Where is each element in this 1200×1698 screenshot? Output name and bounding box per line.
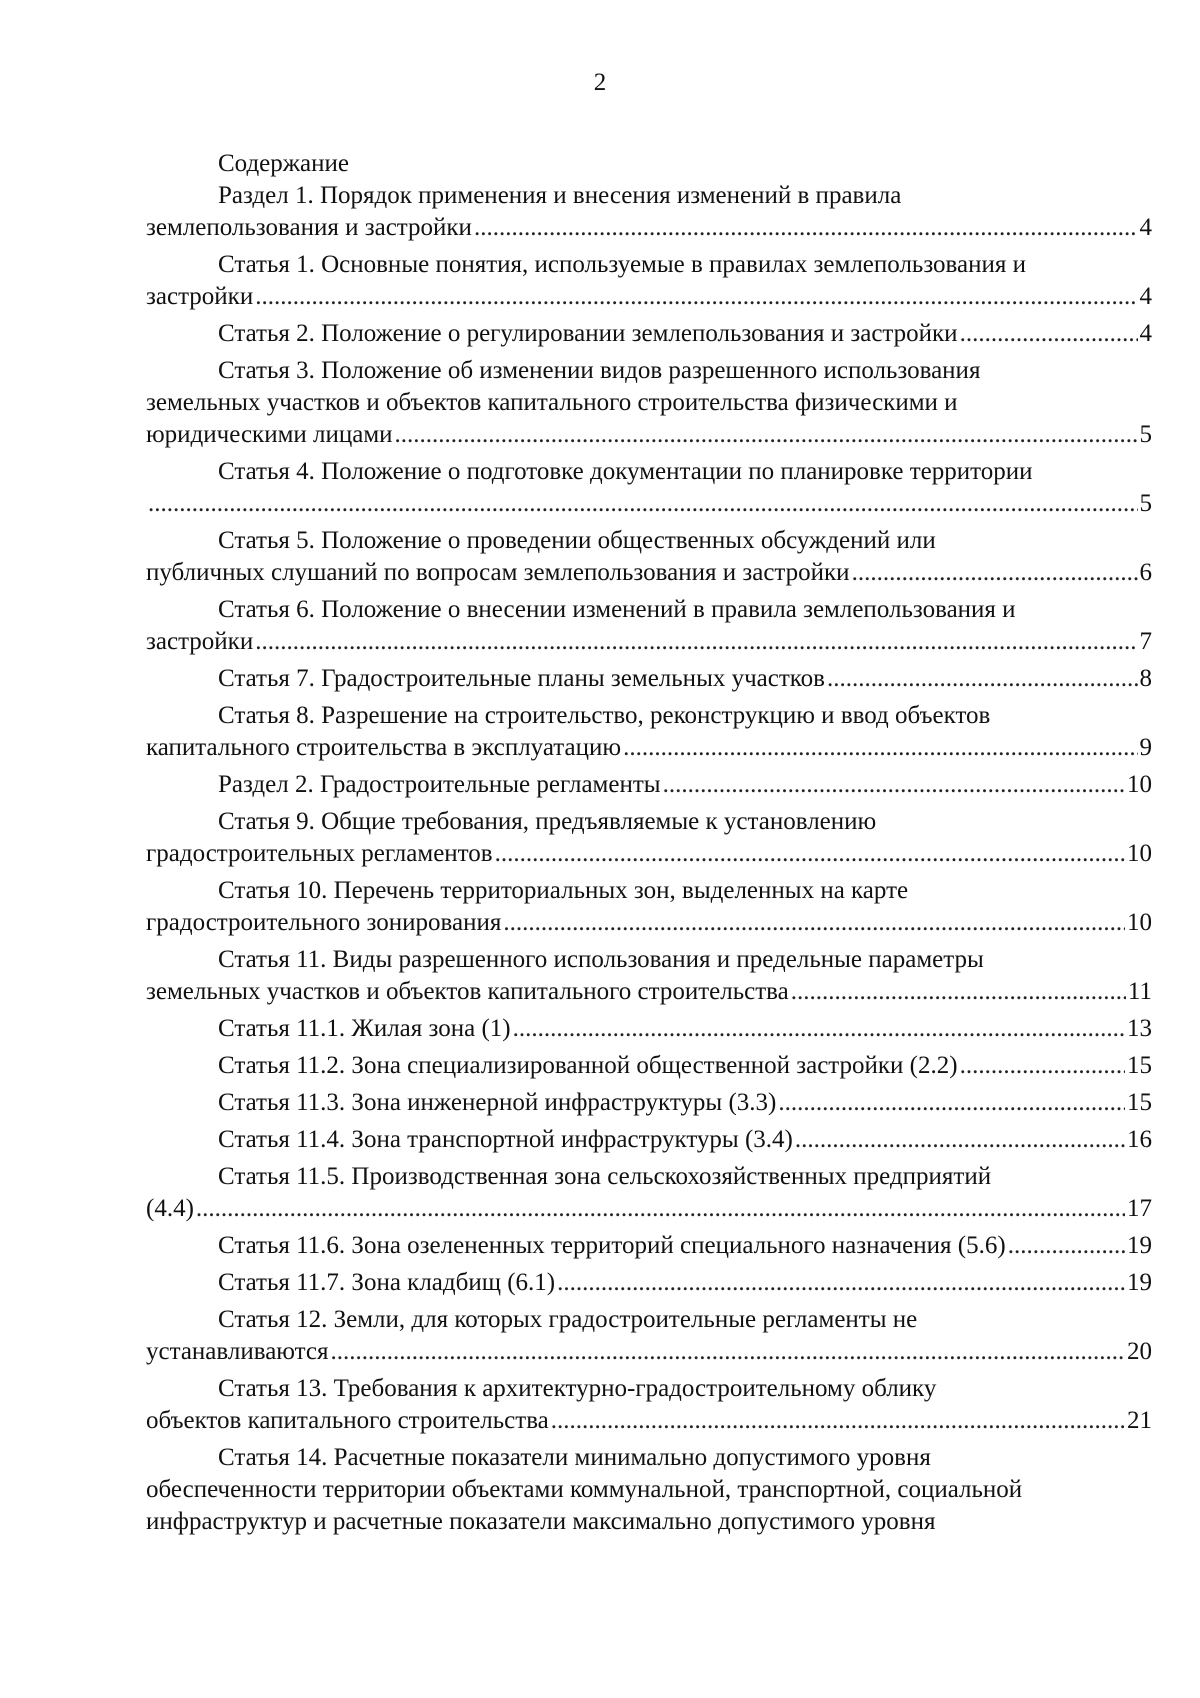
- toc-entry-text: застройки: [146, 628, 254, 655]
- toc-page-number: 10: [1127, 909, 1152, 936]
- toc-entry-text: Статья 5. Положение о проведении общественных обсуждений или: [218, 527, 936, 554]
- toc-entry-text: Статья 2. Положение о регулировании землепользования и застройки: [218, 320, 958, 347]
- toc-entry-text: Статья 9. Общие требования, предъявляемые к установлению: [218, 808, 877, 835]
- toc-entry-line: [146, 1193, 1152, 1225]
- toc-entry-text: Раздел 1. Порядок применения и внесения изменений в правила: [218, 182, 902, 209]
- toc-entry-line: [146, 806, 1152, 838]
- page-number: 2: [593, 69, 607, 96]
- toc-entry-line: [146, 212, 1152, 244]
- toc-entry-line: [146, 456, 1152, 488]
- toc-entry[interactable]: [146, 318, 1152, 350]
- toc-entry-line: [146, 1474, 1152, 1506]
- toc-entry-line: [146, 875, 1152, 907]
- toc-entry-text: юридическими лицами: [146, 421, 393, 448]
- toc-leader-dots: [852, 557, 1138, 589]
- toc-leader-dots: [960, 318, 1138, 350]
- toc-entry[interactable]: [146, 663, 1152, 695]
- toc-entry-line: [146, 488, 1152, 520]
- toc-leader-dots: [791, 976, 1126, 1008]
- toc-page-number: 15: [1127, 1089, 1152, 1116]
- toc-leader-dots: [474, 212, 1138, 244]
- toc-leader-dots: [395, 419, 1138, 451]
- toc-entry[interactable]: [146, 1304, 1152, 1368]
- toc-leader-dots: [1008, 1230, 1125, 1262]
- toc-entry-text: Статья 11.6. Зона озелененных территорий специального назначения (5.6): [218, 1232, 1006, 1259]
- toc-entry-text: публичных слушаний по вопросам землепользования и застройки: [146, 559, 850, 586]
- toc-entry-text: Статья 13. Требования к архитектурно-градостроительному облику: [218, 1375, 937, 1402]
- toc-entry-text: застройки: [146, 283, 254, 310]
- toc-page-number: 9: [1139, 734, 1152, 761]
- toc-leader-dots: [827, 663, 1138, 695]
- toc-page-number: 21: [1127, 1407, 1152, 1434]
- toc-entry-text: Статья 6. Положение о внесении изменений в правила землепользования и: [218, 596, 1016, 623]
- toc-entry[interactable]: [146, 594, 1152, 658]
- toc-leader-dots: [663, 769, 1125, 801]
- toc-entry-line: [146, 1405, 1152, 1437]
- toc-entry-line: [146, 1161, 1152, 1193]
- toc-entry-line: [146, 626, 1152, 658]
- toc-entry-text: Статья 11.2. Зона специализированной общественной застройки (2.2): [218, 1052, 958, 1079]
- toc-entry-line: [146, 557, 1152, 589]
- toc-entry[interactable]: [146, 525, 1152, 589]
- toc-entry-line: [146, 281, 1152, 313]
- toc-entry-line: [146, 907, 1152, 939]
- toc-entry[interactable]: [146, 944, 1152, 1008]
- toc-entry-text: инфраструктур и расчетные показатели максимально допустимого уровня: [146, 1508, 936, 1535]
- toc-entry[interactable]: [146, 1087, 1152, 1119]
- toc-entry-line: [146, 355, 1152, 387]
- toc-entries: [146, 180, 1152, 1538]
- toc-entry-text: градостроительного зонирования: [146, 909, 502, 936]
- toc-entry[interactable]: [146, 1230, 1152, 1262]
- toc-entry-text: Статья 7. Градостроительные планы земельных участков: [218, 665, 825, 692]
- toc-leader-dots: [795, 1124, 1125, 1156]
- toc-entry-line: [146, 180, 1152, 212]
- toc-entry-text: (4.4): [146, 1195, 194, 1222]
- toc-entry[interactable]: [146, 806, 1152, 870]
- toc-entry[interactable]: [146, 1013, 1152, 1045]
- toc-entry-text: градостроительных регламентов: [146, 840, 493, 867]
- toc-page-number: 16: [1127, 1126, 1152, 1153]
- toc-page-number: 6: [1139, 559, 1152, 586]
- toc-entry-text: Статья 1. Основные понятия, используемые в правилах землепользования и: [218, 251, 1027, 278]
- toc-entry-line: [146, 944, 1152, 976]
- toc-entry[interactable]: [146, 700, 1152, 764]
- toc-entry-text: устанавливаются: [146, 1338, 329, 1365]
- toc-entry-text: капитального строительства в эксплуатацию: [146, 734, 622, 761]
- toc-entry[interactable]: [146, 355, 1152, 451]
- toc-entry-line: [146, 1442, 1152, 1474]
- toc-entry-line: [146, 976, 1152, 1008]
- toc-entry-text: Статья 11.4. Зона транспортной инфраструктуры (3.4): [218, 1126, 793, 1153]
- toc-page-number: 8: [1139, 665, 1152, 692]
- toc-leader-dots: [551, 1405, 1125, 1437]
- toc-entry[interactable]: [146, 1124, 1152, 1156]
- toc-leader-dots: [495, 838, 1125, 870]
- toc-entry-line: [146, 249, 1152, 281]
- toc-entry-line: [146, 663, 1152, 695]
- toc-entry-line: [146, 732, 1152, 764]
- toc-entry-text: земельных участков и объектов капитального строительства физическими и: [146, 389, 958, 416]
- toc-entry[interactable]: [146, 456, 1152, 520]
- toc-entry-text: обеспеченности территории объектами коммунальной, транспортной, социальной: [146, 1476, 1023, 1503]
- toc-entry-text: земельных участков и объектов капитального строительства: [146, 978, 789, 1005]
- toc-entry-text: Статья 14. Расчетные показатели минимально допустимого уровня: [218, 1444, 931, 1471]
- toc-entry-line: [146, 387, 1152, 419]
- toc-leader-dots: [196, 1193, 1125, 1225]
- toc-entry-text: Статья 11.1. Жилая зона (1): [218, 1015, 511, 1042]
- toc-entry-line: [146, 1230, 1152, 1262]
- toc-entry[interactable]: [146, 1267, 1152, 1299]
- toc-page-number: 15: [1127, 1052, 1152, 1079]
- toc-entry[interactable]: [146, 1442, 1152, 1538]
- toc-entry-line: [146, 1373, 1152, 1405]
- toc-entry-line: [146, 1506, 1152, 1538]
- toc-page-number: 4: [1139, 283, 1152, 310]
- toc-entry-line: [146, 1267, 1152, 1299]
- toc-page-number: 19: [1127, 1232, 1152, 1259]
- toc-entry-line: [146, 419, 1152, 451]
- toc-leader-dots: [778, 1087, 1125, 1119]
- toc-entry[interactable]: [146, 1161, 1152, 1225]
- toc-page-number: 7: [1139, 628, 1152, 655]
- toc-entry-text: Статья 4. Положение о подготовке документации по планировке территории: [218, 458, 1033, 485]
- toc-entry[interactable]: [146, 1373, 1152, 1437]
- toc-leader-dots: [255, 281, 1137, 313]
- toc-page-number: 4: [1139, 320, 1152, 347]
- toc-entry-line: [146, 1087, 1152, 1119]
- toc-leader-dots: [255, 626, 1137, 658]
- toc-page-number: 4: [1139, 214, 1152, 241]
- toc-entry-line: [146, 594, 1152, 626]
- toc-entry-line: [146, 1336, 1152, 1368]
- toc-page-number: 5: [1139, 421, 1152, 448]
- toc-entry-text: Статья 12. Земли, для которых градостроительные регламенты не: [218, 1306, 918, 1333]
- toc-entry-text: Статья 11.7. Зона кладбищ (6.1): [218, 1269, 556, 1296]
- toc-entry-line: [146, 1304, 1152, 1336]
- toc-leader-dots: [148, 488, 1138, 520]
- toc-leader-dots: [330, 1336, 1125, 1368]
- toc-entry-text: землепользования и застройки: [146, 214, 472, 241]
- toc-page-number: 13: [1127, 1015, 1152, 1042]
- toc-entry-text: Статья 11. Виды разрешенного использования и предельные параметры: [218, 946, 984, 973]
- toc-entry[interactable]: [146, 249, 1152, 313]
- toc-leader-dots: [503, 907, 1125, 939]
- toc-page-number: 19: [1127, 1269, 1152, 1296]
- toc-leader-dots: [623, 732, 1137, 764]
- toc-entry-line: [146, 1013, 1152, 1045]
- toc-entry-text: объектов капитального строительства: [146, 1407, 549, 1434]
- toc-entry-text: Статья 11.3. Зона инженерной инфраструктуры (3.3): [218, 1089, 777, 1116]
- toc-entry-text: Статья 3. Положение об изменении видов разрешенного использования: [218, 357, 981, 384]
- toc-entry-text: Статья 11.5. Производственная зона сельскохозяйственных предприятий: [218, 1163, 992, 1190]
- toc-entry-text: Статья 10. Перечень территориальных зон, выделенных на карте: [218, 877, 909, 904]
- toc-page-number: 20: [1127, 1338, 1152, 1365]
- toc-page-number: 5: [1139, 490, 1152, 517]
- toc-entry-line: [146, 1050, 1152, 1082]
- toc-entry[interactable]: [146, 1050, 1152, 1082]
- toc-entry-line: [146, 525, 1152, 557]
- toc-page-number: 11: [1127, 978, 1152, 1005]
- toc-entry-line: [146, 1124, 1152, 1156]
- toc-entry[interactable]: [146, 180, 1152, 244]
- table-of-contents: [146, 148, 1152, 1538]
- toc-entry-text: Раздел 2. Градостроительные регламенты: [218, 771, 661, 798]
- toc-leader-dots: [557, 1267, 1125, 1299]
- toc-entry-line: [146, 318, 1152, 350]
- toc-leader-dots: [960, 1050, 1125, 1082]
- toc-title: Содержание: [218, 150, 349, 177]
- toc-page-number: 10: [1127, 771, 1152, 798]
- toc-entry-line: [146, 700, 1152, 732]
- toc-leader-dots: [513, 1013, 1125, 1045]
- toc-page-number: 10: [1127, 840, 1152, 867]
- toc-entry[interactable]: [146, 875, 1152, 939]
- toc-entry[interactable]: [146, 769, 1152, 801]
- toc-entry-text: Статья 8. Разрешение на строительство, реконструкцию и ввод объектов: [218, 702, 991, 729]
- toc-page-number: 17: [1127, 1195, 1152, 1222]
- toc-entry-line: [146, 769, 1152, 801]
- toc-entry-line: [146, 838, 1152, 870]
